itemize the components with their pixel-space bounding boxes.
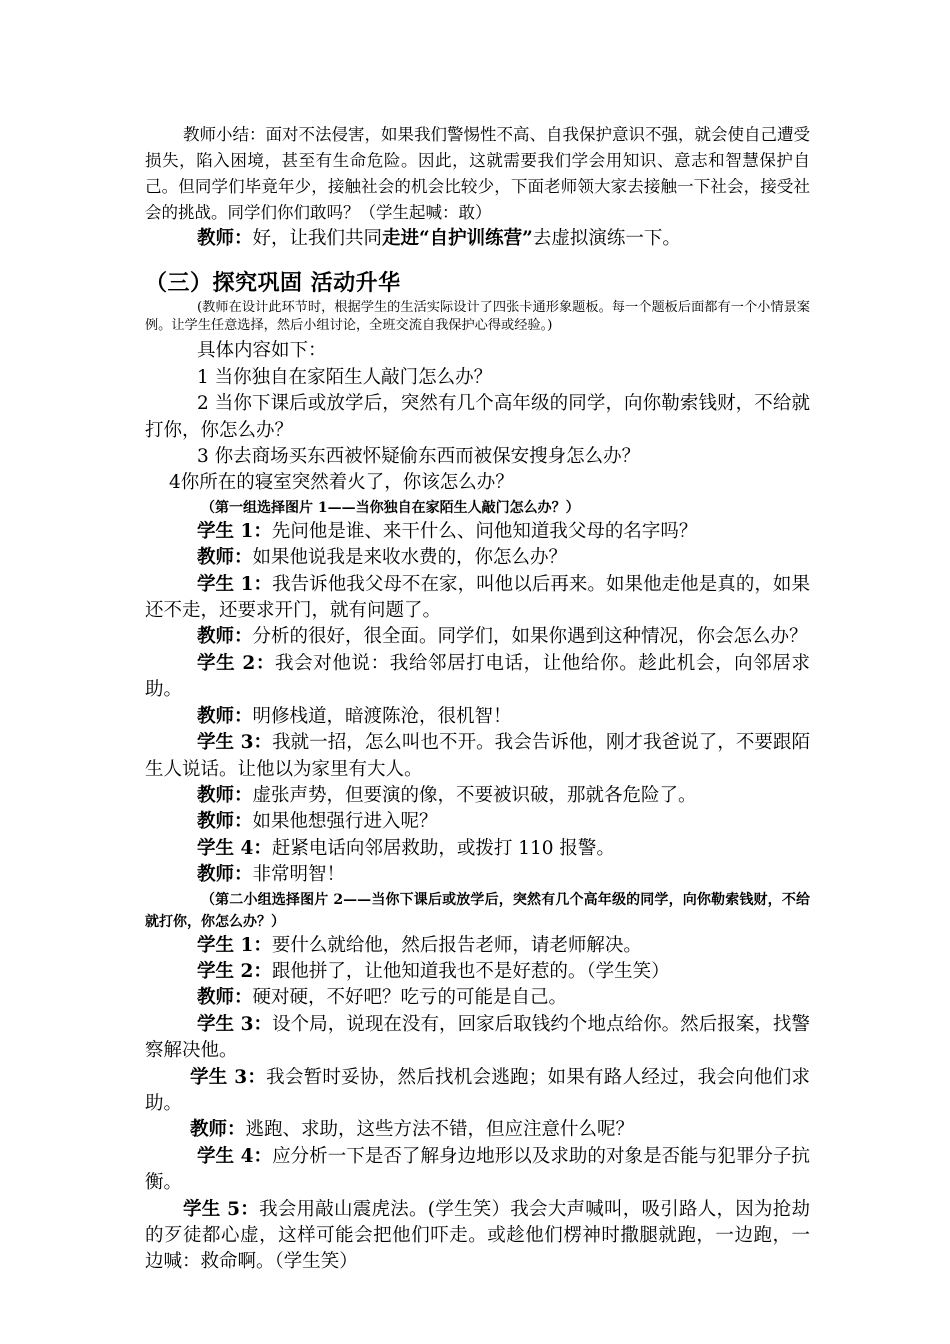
group1-dialogue	[145, 519, 810, 889]
dialogue-line	[145, 809, 810, 835]
line-text: 硬对硬，不好吧？吃亏的可能是自己。	[252, 987, 568, 1009]
speaker-label: 教师：	[190, 1119, 246, 1141]
highlight-text: 走进“自护训练营”	[382, 228, 533, 249]
group-note: （第二小组选择图片 2——当你下课后或放学后，突然有几个高年级的同学，向你勒索钱财，不给就打你，你怎么办？）	[145, 891, 810, 930]
speaker-label: 学生 2：	[197, 960, 272, 982]
speaker-label: 教师：	[197, 864, 253, 886]
line-text: 先问他是谁、来干什么、问他知道我父母的名字吗？	[271, 520, 698, 542]
scenario-item: 2 当你下课后或放学后，突然有几个高年级的同学，向你勒索钱财，不给就打你，你怎么办？	[145, 393, 810, 441]
speaker-label: 学生 5：	[183, 1198, 260, 1220]
speaker-label: 学生 4：	[197, 837, 272, 859]
line-text: 我就一招，怎么叫也不开。我会告诉他，刚才我爸说了，不要跟陌生人说话。让他以为家里有大人。	[145, 732, 810, 780]
line-text: 应分析一下是否了解身边地形以及求助的对象是否能与犯罪分子抗衡。	[145, 1145, 810, 1194]
speaker-label: 教师：	[197, 626, 253, 648]
section-note: (教师在设计此环节时，根据学生的生活实际设计了四张卡通形象题板。每一个题板后面都有一个小情景案例。让学生任意选择，然后小组讨论，全班交流自我保护心得或经验。)	[145, 300, 810, 334]
group2-dialogue	[145, 933, 810, 1276]
speaker-label: 教师：	[197, 547, 253, 569]
line-text: 分析的很好，很全面。同学们，如果你遇到这种情况，你会怎么办？	[252, 626, 808, 648]
dialogue-line	[145, 730, 810, 783]
speaker-label: 学生 3：	[197, 732, 273, 754]
dialogue-line	[145, 1065, 810, 1118]
line-text: 逃跑、求助，这些方法不错，但应注意什么呢？	[245, 1119, 635, 1141]
dialogue-line	[145, 651, 810, 704]
speaker-label: 学生 2：	[197, 652, 275, 674]
line-text: 赶紧电话向邻居救助，或拨打 110 报警。	[271, 837, 615, 859]
line-text: 我会用敲山震虎法。(学生笑）我会大声喊叫，吸引路人，因为抢劫的歹徒都心虚，这样可能会把他们吓走。或趁他们楞神时撒腿就跑，一边跑，一边喊：救命啊。（学生笑）	[145, 1198, 810, 1273]
line-text: 明修栈道，暗渡陈沧，很机智！	[252, 705, 512, 727]
dialogue-line	[145, 624, 810, 650]
dialogue-line	[145, 933, 810, 959]
dialogue-line	[145, 1144, 810, 1197]
dialogue-line	[145, 1197, 810, 1276]
dialogue-line	[145, 545, 810, 571]
speaker-label: 学生 1：	[197, 573, 273, 595]
line-text: 好，让我们共同	[252, 228, 383, 249]
scenario-item: 1 当你独自在家陌生人敲门怎么办？	[197, 366, 493, 388]
line-text: 我告诉他我父母不在家，叫他以后再来。如果他走他是真的，如果还不走，还要求开门，就有问题了。	[145, 573, 810, 622]
line-text: 我会暂时妥协，然后找机会逃跑；如果有路人经过，我会向他们求助。	[145, 1066, 810, 1114]
dialogue-line	[145, 519, 810, 545]
speaker-label: 教师：	[197, 228, 253, 249]
line-text: 跟他拼了，让他知道我也不是好惹的。（学生笑）	[271, 960, 670, 982]
dialogue-line	[145, 959, 810, 985]
summary-paragraph: 教师小结：面对不法侵害，如果我们警惕性不高、自我保护意识不强，就会使自己遭受损失，陷入困境，甚至有生命危险。因此，这就需要我们学会用知识、意志和智慧保护自己。但同学们毕竟年少，接触社会的机会比较少，下面老师领大家去接触一下社会，接受社会的挑战。同学们你们敢吗？（学生起喊：敢）	[145, 125, 810, 222]
dialogue-line	[145, 572, 810, 625]
line-text: 设个局，说现在没有，回家后取钱约个地点给你。然后报案，找警察解决他。	[145, 1013, 810, 1062]
speaker-label: 教师：	[197, 705, 253, 727]
speaker-label: 学生 4：	[197, 1145, 273, 1167]
speaker-label: 学生 3：	[197, 1013, 273, 1035]
document-body	[145, 122, 810, 1276]
scenario-item: 3 你去商场买东西被怀疑偷东西而被保安搜身怎么办？	[197, 446, 641, 468]
speaker-label: 教师：	[197, 784, 253, 806]
dialogue-line	[145, 783, 810, 809]
line-text: 非常明智！	[252, 864, 346, 886]
line-text: 我会对他说：我给邻居打电话，让他给你。趁此机会，向邻居求助。	[145, 652, 810, 701]
dialogue-line	[145, 862, 810, 888]
line-text: 虚张声势，但要演的像，不要被识破，那就各危险了。	[252, 784, 697, 806]
line-text: 如果他说我是来收水费的，你怎么办？	[252, 547, 568, 569]
speaker-label: 教师：	[197, 987, 253, 1009]
dialogue-line	[145, 704, 810, 730]
dialogue-line	[145, 1012, 810, 1065]
line-text: 要什么就给他，然后报告老师，请老师解决。	[271, 934, 642, 956]
dialogue-line	[145, 1117, 810, 1143]
group-note: （第一组选择图片 1——当你独自在家陌生人敲门怎么办？）	[201, 499, 580, 516]
teacher-line	[145, 226, 810, 252]
line-text: 去虚拟演练一下。	[532, 228, 681, 249]
dialogue-line	[145, 836, 810, 862]
speaker-label: 学生 1：	[197, 520, 272, 542]
speaker-label: 学生 1：	[197, 934, 272, 956]
speaker-label: 教师：	[197, 811, 253, 833]
scenario-item: 4你所在的寝室突然着火了，你该怎么办？	[169, 472, 514, 494]
line-text: 如果他想强行进入呢？	[252, 811, 438, 833]
dialogue-line	[145, 985, 810, 1011]
speaker-label: 学生 3：	[190, 1066, 267, 1088]
section-heading: （三）探究巩固 活动升华	[145, 271, 401, 297]
section-intro: 具体内容如下：	[197, 340, 327, 362]
